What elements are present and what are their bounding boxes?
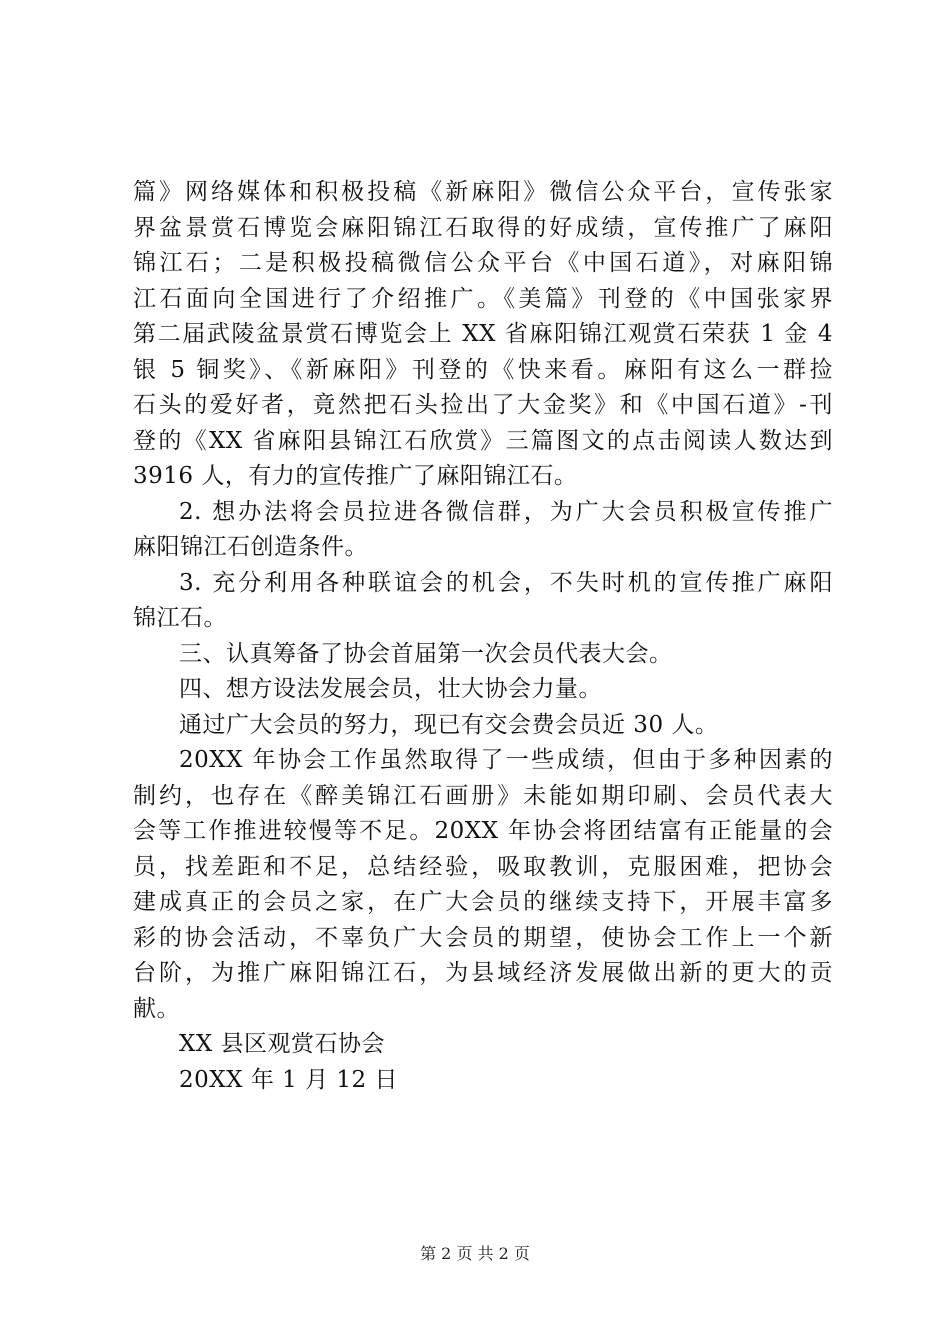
text-line: 登的《XX 省麻阳县锦江石欣赏》三篇图文的点击阅读人数达到 bbox=[133, 427, 833, 454]
text-line: 锦江石；二是积极投稿微信公众平台《中国石道》，对麻阳锦 bbox=[133, 250, 833, 276]
text-line: 三、认真筹备了协会首届第一次会员代表大会。 bbox=[179, 640, 673, 667]
text-line: 篇》网络媒体和积极投稿《新麻阳》微信公众平台，宣传张家 bbox=[133, 179, 833, 205]
text-line: 建成真正的会员之家，在广大会员的继续支持下，开展丰富多 bbox=[133, 889, 833, 915]
text-line: 制约，也存在《醉美锦江石画册》未能如期印刷、会员代表大 bbox=[133, 782, 833, 809]
text-line: 20XX 年协会工作虽然取得了一些成绩，但由于多种因素的 bbox=[179, 747, 833, 773]
text-line: 银 5 铜奖》、《新麻阳》刊登的《快来看。麻阳有这么一群捡 bbox=[133, 356, 833, 383]
text-line: 第二届武陵盆景赏石博览会上 XX 省麻阳锦江观赏石荣获 1 金 4 bbox=[133, 321, 833, 347]
text-line: 20XX 年 1 月 12 日 bbox=[179, 1066, 398, 1093]
page-footer: 第 2 页 共 2 页 bbox=[420, 1244, 530, 1263]
text-line: XX 县区观赏石协会 bbox=[179, 1031, 386, 1057]
text-line: 麻阳锦江石创造条件。 bbox=[133, 534, 368, 560]
text-line: 通过广大会员的努力，现已有交会费会员近 30 人。 bbox=[179, 711, 719, 738]
text-line: 界盆景赏石博览会麻阳锦江石取得的好成绩，宣传推广了麻阳 bbox=[133, 214, 833, 241]
text-line: 台阶，为推广麻阳锦江石，为县域经济发展做出新的更大的贡 bbox=[133, 960, 833, 986]
text-line: 3. 充分利用各种联谊会的机会，不失时机的宣传推广麻阳 bbox=[179, 569, 833, 596]
text-line: 锦江石。 bbox=[133, 605, 227, 631]
text-line: 2. 想办法将会员拉进各微信群，为广大会员积极宣传推广 bbox=[179, 498, 833, 525]
text-line: 石头的爱好者，竟然把石头捡出了大金奖》和《中国石道》-刊 bbox=[133, 392, 833, 418]
text-line: 四、想方设法发展会员，壮大协会力量。 bbox=[179, 676, 602, 702]
text-line: 献。 bbox=[133, 995, 180, 1022]
text-line: 3916 人，有力的宣传推广了麻阳锦江石。 bbox=[133, 463, 578, 489]
text-line: 会等工作推进较慢等不足。20XX 年协会将团结富有正能量的会 bbox=[133, 818, 833, 844]
document-body bbox=[133, 175, 833, 1098]
text-line: 员，找差距和不足，总结经验，吸取教训，克服困难，把协会 bbox=[133, 853, 833, 880]
text-line: 彩的协会活动，不辜负广大会员的期望，使协会工作上一个新 bbox=[133, 924, 833, 951]
text-line: 江石面向全国进行了介绍推广。《美篇》刊登的《中国张家界 bbox=[133, 285, 833, 312]
